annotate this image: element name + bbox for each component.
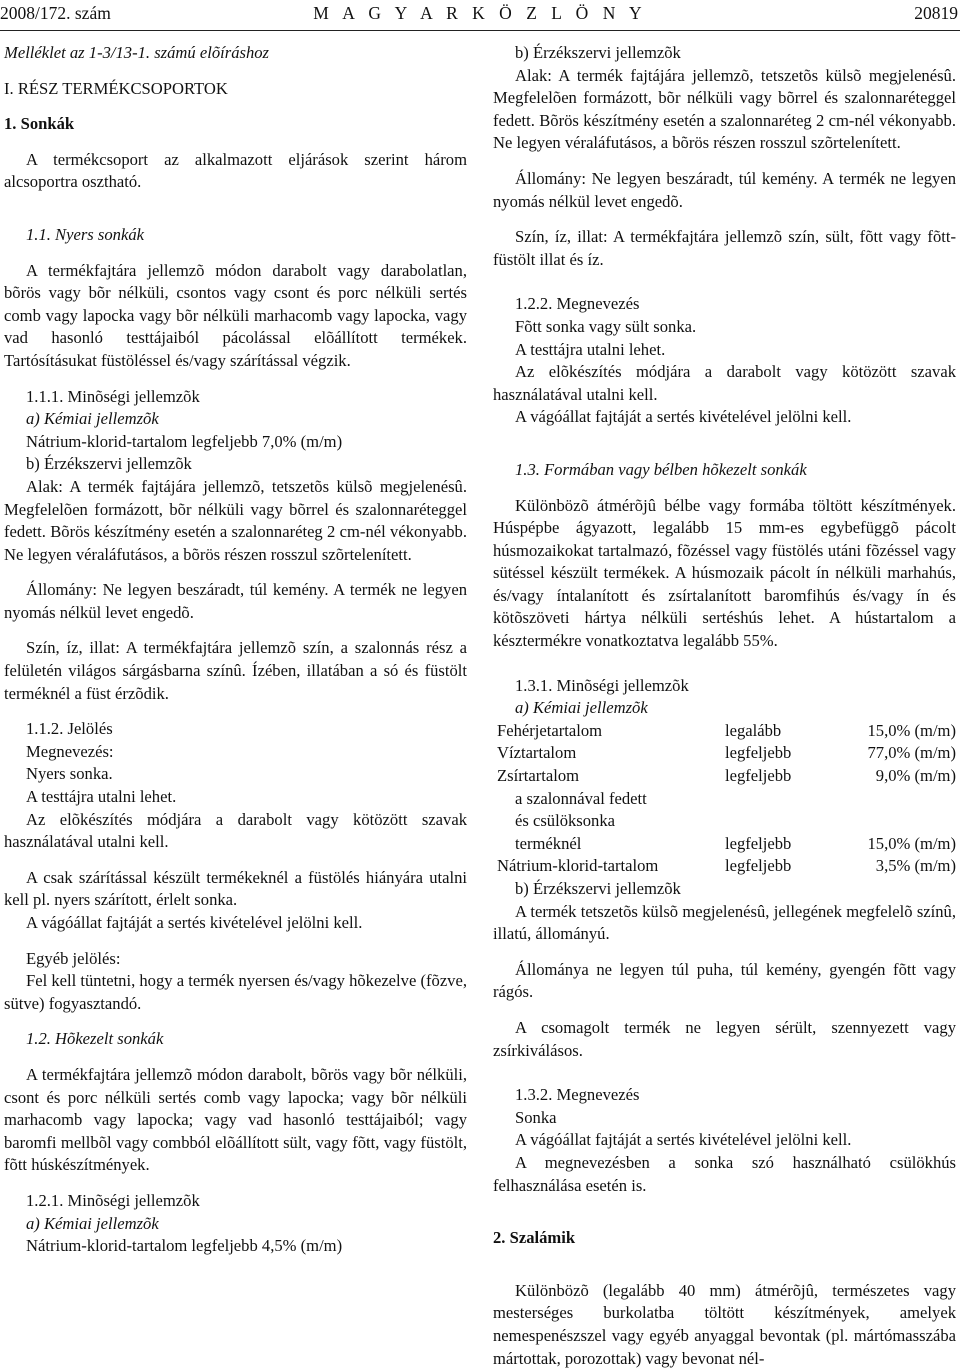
body-paragraph: Nyers sonka. — [26, 764, 113, 784]
body-paragraph: Nátrium-klorid-tartalom legfeljebb 4,5% (m/m) — [26, 1236, 343, 1256]
left-column — [4, 42, 467, 1258]
label: Egyéb jelölés: — [26, 948, 121, 968]
table-row: Zsírtartalom legfeljebb 9,0% (m/m) — [497, 766, 956, 786]
issue-number: 2008/172. szám — [0, 3, 111, 23]
part-title: I. RÉSZ TERMÉKCSOPORTOK — [4, 78, 228, 98]
subsection-title: 1.1. Nyers sonkák — [26, 224, 144, 244]
list-heading: a) Kémiai jellemzõk — [26, 1213, 159, 1233]
section-intro: A termékcsoport az alkalmazott eljárások szerint három alcsoportra osztható. — [4, 149, 467, 192]
body-paragraph: Az elõkészítés módjára a darabolt vagy kötözött szavak használatával utalni kell. — [493, 362, 956, 404]
body-paragraph: Fõtt sonka vagy sült sonka. — [515, 316, 697, 336]
table-row: a szalonnával fedett — [515, 788, 647, 808]
body-paragraph: A csomagolt termék ne legyen sérült, szennyezett vagy zsírkiválásos. — [493, 1017, 956, 1060]
page-number: 20819 — [914, 3, 958, 23]
body-paragraph: Különbözõ átmérõjû bélbe vagy formába töltött készítmények. Húspépbe ágyazott, legalább 15 mm-es egybefüggõ pácolt húsmozaikokat tartalmazó, fõzéssel vagy füstölés utáni fõzéssel vagy sütéssel készült termékek. A húsmozaik pácolt ín nélküli marhahús, és/vagy íntalanított és zsírtalanított baromfihús és/vagy ín és kötõszöveti hártya nélküli sertéshús lehet. A hústartalom a késztermékre vonatkoztatva legalább 55%. — [493, 495, 956, 651]
body-paragraph: Fel kell tüntetni, hogy a termék nyersen és/vagy hõkezelve (fõzve, sütve) fogyasztandó. — [4, 971, 467, 1013]
subsection-title: 1.3.2. Megnevezés — [515, 1085, 640, 1105]
body-paragraph: Alak: A termék fajtájára jellemzõ, tetszetõs külsõ megjelenésû. Megfelelõen formázott, bõr nélküli vagy bõrrel és szalonnaréteggel fedett. Bõrös készítmény esetén a szalonnaréteg 2 cm-nél vékonyabb. Ne legyen véraláfutásos, a bõrös részen rosszul szõrtelenített. — [4, 476, 467, 564]
body-paragraph: A vágóállat fajtáját a sertés kivételével jelölni kell. — [515, 1130, 852, 1150]
body-paragraph: Sonka — [515, 1107, 557, 1127]
subsection-title: 1.2. Hõkezelt sonkák — [26, 1029, 164, 1049]
body-paragraph: A vágóállat fajtáját a sertés kivételével jelölni kell. — [515, 407, 852, 427]
body-paragraph: Szín, íz, illat: A termékfajtára jellemzõ szín, a szalonnás rész a felületén világos sárgásbarna színû. Ízében, illatában a só és füstölt terméknél a füst érzõdik. — [4, 638, 467, 703]
body-paragraph: A termékfajtára jellemzõ módon darabolt, bõrös vagy bõr nélküli, csont és porc nélküli sertés comb vagy lapocka; vagy bõr nélküli marhacomb vagy lapocka; vagy vad hasonló testtájaiból; vagy baromfi mellbõl vagy combból elõállított sült, vagy fõtt, vagy füstölt, fõtt húskészítmények. — [4, 1064, 467, 1175]
list-heading: a) Kémiai jellemzõk — [515, 698, 648, 718]
journal-title: M A G Y A R K Ö Z L Ö N Y — [313, 3, 647, 23]
body-paragraph: A megnevezésben a sonka szó használható csülökhús felhasználása esetén is. — [493, 1152, 956, 1195]
section-title: 2. Szalámik — [493, 1228, 576, 1248]
body-paragraph: A testtájra utalni lehet. — [26, 787, 177, 807]
appendix-line: Melléklet az 1-3/13-1. számú elõíráshoz — [4, 43, 270, 62]
body-paragraph: A termék tetszetõs külsõ megjelenésû, jellegének megfelelõ színû, illatú, állományú. — [493, 901, 956, 944]
subsection-title: 1.1.1. Minõségi jellemzõk — [26, 386, 200, 406]
subsection-title: 1.2.1. Minõségi jellemzõk — [26, 1190, 200, 1210]
table-row: Víztartalom legfeljebb 77,0% (m/m) — [497, 743, 956, 763]
list-heading: b) Érzékszervi jellemzõk — [26, 454, 192, 474]
body-paragraph: Különbözõ (legalább 40 mm) átmérõjû, természetes vagy mesterséges burkolatba töltött készítmények, amelyek nemespenészszel vagy egyéb anyaggal bevontak (pl. mártómasszába mártottak, porozottak) vagy bevonat nél- — [493, 1280, 956, 1368]
body-paragraph: Az elõkészítés módjára a darabolt vagy kötözött szavak használatával utalni kell. — [4, 809, 467, 852]
body-paragraph: Állomány: Ne legyen beszáradt, túl kemény. A termék ne legyen nyomás nélkül levet engedõ. — [493, 168, 956, 211]
right-column — [493, 42, 956, 1370]
body-paragraph: A testtájra utalni lehet. — [515, 339, 666, 359]
body-paragraph: Alak: A termék fajtájára jellemzõ, tetszetõs külsõ megjelenésû. Megfelelõen formázott, bõr nélküli vagy bõrrel és szalonnaréteggel fedett. Bõrös készítmény esetén a szalonnaréteg 2 cm-nél vékonyabb. Ne legyen véraláfutásos, a bõrös részen rosszul szõrtelenített. — [493, 65, 956, 153]
list-heading: b) Érzékszervi jellemzõk — [515, 43, 681, 62]
subsection-title: 1.2.2. Megnevezés — [515, 294, 640, 314]
subsection-title: 1.3. Formában vagy bélben hõkezelt sonkák — [515, 459, 807, 479]
section-title: 1. Sonkák — [4, 114, 75, 134]
body-paragraph: Állománya ne legyen túl puha, túl kemény, gyengén fõtt vagy rágós. — [493, 959, 956, 1002]
page-header — [0, 2, 960, 28]
body-paragraph: A csak szárítással készült termékeknél a füstölés hiányára utalni kell pl. nyers szárított, érlelt sonka. — [4, 867, 467, 910]
table-row: és csülöksonka — [515, 811, 616, 831]
list-heading: a) Kémiai jellemzõk — [26, 409, 159, 429]
list-heading: b) Érzékszervi jellemzõk — [515, 879, 681, 898]
label: Megnevezés: — [26, 741, 114, 761]
body-paragraph: Szín, íz, illat: A termékfajtára jellemzõ szín, sült, fõtt vagy fõtt-füstölt illat és íz. — [493, 227, 956, 269]
body-paragraph: Nátrium-klorid-tartalom legfeljebb 7,0% (m/m) — [26, 431, 343, 451]
body-paragraph: A vágóállat fajtáját a sertés kivételével jelölni kell. — [26, 913, 363, 932]
subsection-title: 1.3.1. Minõségi jellemzõk — [515, 675, 689, 695]
subsection-title: 1.1.2. Jelölés — [26, 719, 113, 739]
table-row: terméknél legfeljebb 15,0% (m/m) — [515, 833, 956, 853]
table-row: Fehérjetartalom legalább 15,0% (m/m) — [497, 720, 956, 740]
table-row: Nátrium-klorid-tartalom legfeljebb 3,5% (m/m) — [497, 856, 956, 876]
chemical-values-table — [493, 720, 956, 878]
body-paragraph: Állomány: Ne legyen beszáradt, túl kemény. A termék ne legyen nyomás nélkül levet engedõ. — [4, 580, 467, 622]
body-paragraph: A termékfajtára jellemzõ módon darabolt vagy darabolatlan, bõrös vagy bõr nélküli, csontos vagy csont és porc nélküli sertés comb vagy lapocka vagy bõr nélküli marhacomb vagy lapocka, vagy vad hasonló testtájaiból pácolással elõállított termékek. Tartósításukat füstöléssel és/vagy szárítással végzik. — [4, 260, 467, 370]
header-rule — [0, 30, 960, 31]
